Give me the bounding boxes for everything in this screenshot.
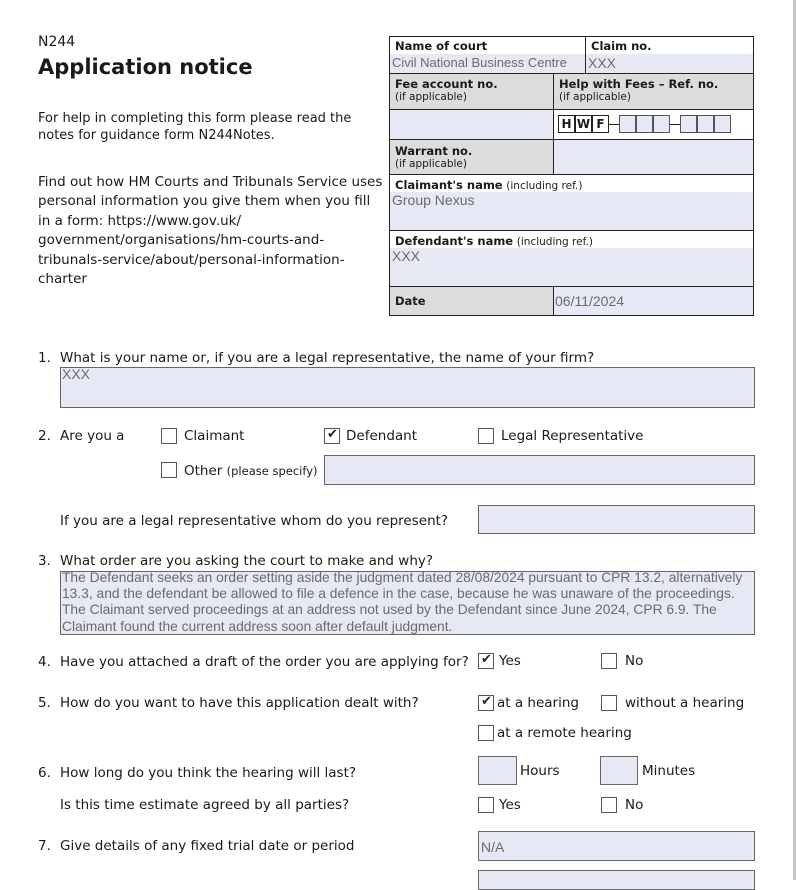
q4-text: Have you attached a draft of the order you are applying for? bbox=[60, 654, 469, 670]
claimant-cell bbox=[390, 174, 753, 230]
other-specify-field[interactable] bbox=[324, 455, 755, 485]
q5-text: How do you want to have this application dealt with? bbox=[60, 695, 419, 711]
warrant-label: Warrant no. bbox=[395, 144, 473, 158]
remote-hearing-checkbox[interactable] bbox=[478, 725, 494, 741]
fee-account-field[interactable] bbox=[390, 109, 553, 139]
hwf-label: Help with Fees – Ref. no. bbox=[559, 77, 719, 91]
without-hearing-label: without a hearing bbox=[625, 695, 745, 711]
minutes-field[interactable] bbox=[600, 756, 638, 785]
remote-hearing-label: at a remote hearing bbox=[497, 725, 632, 741]
date-value: 06/11/2024 bbox=[555, 293, 625, 309]
claimant-option-label: Claimant bbox=[184, 428, 245, 444]
hwf-digit-box[interactable] bbox=[619, 115, 636, 133]
defendant-checkbox[interactable] bbox=[324, 428, 340, 444]
q4-yes-checkbox[interactable] bbox=[478, 653, 494, 669]
trial-date-field[interactable] bbox=[478, 831, 755, 861]
represent-question: If you are a legal representative whom do you represent? bbox=[60, 513, 449, 529]
next-field[interactable] bbox=[478, 870, 755, 890]
defendant-cell bbox=[390, 230, 753, 286]
q1-number: 1. bbox=[38, 350, 51, 366]
q6-no-checkbox[interactable] bbox=[601, 797, 617, 813]
q4-yes-label: Yes bbox=[499, 653, 521, 669]
fee-account-sub: (if applicable) bbox=[395, 91, 467, 103]
hours-field[interactable] bbox=[478, 756, 517, 785]
date-label: Date bbox=[395, 294, 426, 308]
form-title: Application notice bbox=[38, 55, 253, 79]
other-option-label bbox=[184, 463, 318, 479]
q6-yes-label: Yes bbox=[499, 797, 521, 813]
other-label: Other bbox=[184, 463, 223, 479]
q1-text: What is your name or, if you are a legal representative, the name of your firm? bbox=[60, 350, 595, 366]
claim-no-field[interactable] bbox=[585, 54, 753, 73]
other-hint: (please specify) bbox=[226, 464, 318, 478]
claim-no-label-cell bbox=[585, 37, 753, 54]
legal-representative-option-label: Legal Representative bbox=[501, 428, 644, 444]
claimant-value: Group Nexus bbox=[392, 192, 475, 208]
q2-number: 2. bbox=[38, 428, 51, 444]
q5-number: 5. bbox=[38, 695, 51, 711]
q3-number: 3. bbox=[38, 553, 51, 569]
warrant-sub: (if applicable) bbox=[395, 158, 467, 170]
hwf-digit-box[interactable] bbox=[636, 115, 653, 133]
claim-no-value: XXX bbox=[588, 55, 617, 71]
q6-no-label: No bbox=[625, 797, 644, 813]
hwf-letter-f: F bbox=[592, 115, 609, 133]
defendant-label: Defendant's name bbox=[395, 234, 514, 248]
hwf-digit-box[interactable] bbox=[697, 115, 714, 133]
privacy-text: Find out how HM Courts and Tribunals Service uses personal information you give them when you fill in a form: https://www.gov.uk/ government/organisations/hm-courts-and- tribunals-service/about/personal-information- charter bbox=[38, 174, 383, 288]
time-estimate-question: Is this time estimate agreed by all parties? bbox=[60, 797, 350, 813]
warrant-field[interactable] bbox=[553, 139, 753, 174]
q7-number: 7. bbox=[38, 838, 51, 854]
hwf-sub: (if applicable) bbox=[559, 91, 631, 103]
q4-no-checkbox[interactable] bbox=[601, 653, 617, 669]
hours-label: Hours bbox=[520, 763, 560, 779]
help-text: For help in completing this form please read the notes for guidance form N244Notes. bbox=[38, 111, 352, 143]
defendant-field[interactable] bbox=[390, 248, 753, 287]
q3-text: What order are you asking the court to make and why? bbox=[60, 553, 434, 569]
other-checkbox[interactable] bbox=[161, 462, 177, 478]
minutes-label: Minutes bbox=[642, 763, 696, 779]
defendant-value: XXX bbox=[392, 248, 421, 264]
q2-text: Are you a bbox=[60, 428, 125, 444]
q6-number: 6. bbox=[38, 765, 51, 781]
at-hearing-checkbox[interactable] bbox=[478, 695, 494, 711]
name-of-court-label-cell bbox=[390, 37, 585, 54]
form-code: N244 bbox=[38, 34, 76, 50]
represent-field[interactable] bbox=[478, 505, 755, 534]
hwf-dash bbox=[609, 124, 619, 125]
claimant-sub: (including ref.) bbox=[506, 180, 583, 192]
claimant-label-row bbox=[390, 175, 753, 192]
warrant-label-cell bbox=[390, 139, 553, 174]
court-details-box bbox=[389, 36, 754, 316]
at-hearing-label: at a hearing bbox=[497, 695, 579, 711]
q1-name-field[interactable] bbox=[60, 367, 755, 408]
hwf-digit-box[interactable] bbox=[653, 115, 670, 133]
q3-value: The Defendant seeks an order setting aside the judgment dated 28/08/2024 pursuant to CPR 13.2, alternatively 13.3, and the defendant be allowed to file a defence in the case, because he was unaware of the proceedings. The Claimant served proceedings at an address not used by the Defendant since June 2024, CPR 6.9. The Claimant found the current address soon after default judgment. bbox=[62, 571, 743, 634]
claim-no-label: Claim no. bbox=[591, 39, 652, 53]
name-of-court-label: Name of court bbox=[395, 39, 488, 53]
defendant-sub: (including ref.) bbox=[516, 236, 593, 248]
q7-text: Give details of any fixed trial date or period bbox=[60, 838, 355, 854]
fee-account-label: Fee account no. bbox=[395, 77, 498, 91]
defendant-label-row bbox=[390, 231, 753, 248]
q4-number: 4. bbox=[38, 654, 51, 670]
q4-no-label: No bbox=[625, 653, 644, 669]
q7-value: N/A bbox=[481, 839, 505, 855]
date-field[interactable] bbox=[553, 286, 753, 315]
defendant-option-label: Defendant bbox=[346, 428, 418, 444]
legal-representative-checkbox[interactable] bbox=[478, 428, 494, 444]
without-hearing-checkbox[interactable] bbox=[601, 695, 617, 711]
hwf-letter-h: H bbox=[558, 115, 575, 133]
date-label-cell bbox=[390, 286, 553, 315]
claimant-label: Claimant's name bbox=[395, 178, 503, 192]
fee-account-label-cell bbox=[390, 73, 553, 109]
hwf-reference-boxes bbox=[558, 114, 731, 134]
name-of-court-value: Civil National Business Centre bbox=[392, 55, 567, 70]
hwf-dash bbox=[670, 124, 680, 125]
hwf-label-cell bbox=[553, 73, 753, 109]
name-of-court-field[interactable] bbox=[390, 54, 585, 73]
hwf-digit-box[interactable] bbox=[714, 115, 731, 133]
claimant-field[interactable] bbox=[390, 192, 753, 231]
hwf-letter-w: W bbox=[576, 117, 591, 131]
q6-text: How long do you think the hearing will last? bbox=[60, 765, 357, 781]
q1-value: XXX bbox=[62, 366, 91, 382]
claimant-checkbox[interactable] bbox=[161, 428, 177, 444]
q3-order-field[interactable] bbox=[60, 571, 755, 635]
q6-yes-checkbox[interactable] bbox=[478, 797, 494, 813]
hwf-digit-box[interactable] bbox=[680, 115, 697, 133]
